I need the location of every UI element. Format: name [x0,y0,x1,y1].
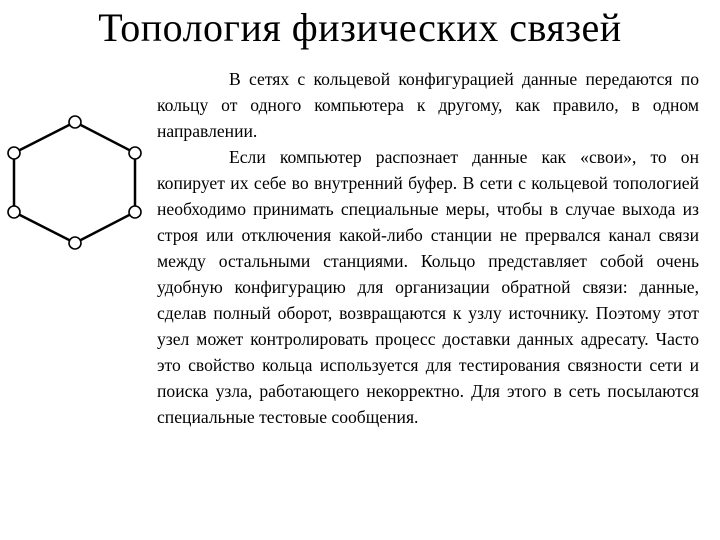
ring-nodes [8,116,141,249]
paragraph-ring-buffer: Если компьютер распознает данные как «свои», то он копирует их себе во внутренний буфер. В сети с кольцевой топологией необходимо принимать специальные меры, чтобы в случае выхода из строя или отключения какой-либо станции не прервался канал связи между остальными станциями. Кольцо представляет собой очень удобную конфигурацию для организации обратной связи: данные, сделав полный оборот, возвращаются к узлу источнику. Поэтому этот узел может контролировать процесс доставки данных адресату. Часто это свойство кольца используется для тестирования связности сети и поиска узла, работающего некорректно. Для этого в сеть посылаются специальные тестовые сообщения. [157,147,699,427]
ring-edge [75,212,135,243]
ring-node [129,206,141,218]
ring-node [8,206,20,218]
ring-edge [14,122,75,153]
ring-node [129,147,141,159]
paragraph-ring-direction: В сетях с кольцевой конфигурацией данные передаются по кольцу от одного компьютера к другому, как правило, в одном направлении. [157,69,699,141]
ring-topology-diagram [0,100,150,260]
ring-edge [14,212,75,243]
ring-node [8,147,20,159]
slide-body-text [157,66,699,430]
ring-node [69,237,81,249]
slide-title: Топология физических связей [98,5,622,50]
ring-node [69,116,81,128]
ring-edge [75,122,135,153]
ring-edges [14,122,135,243]
